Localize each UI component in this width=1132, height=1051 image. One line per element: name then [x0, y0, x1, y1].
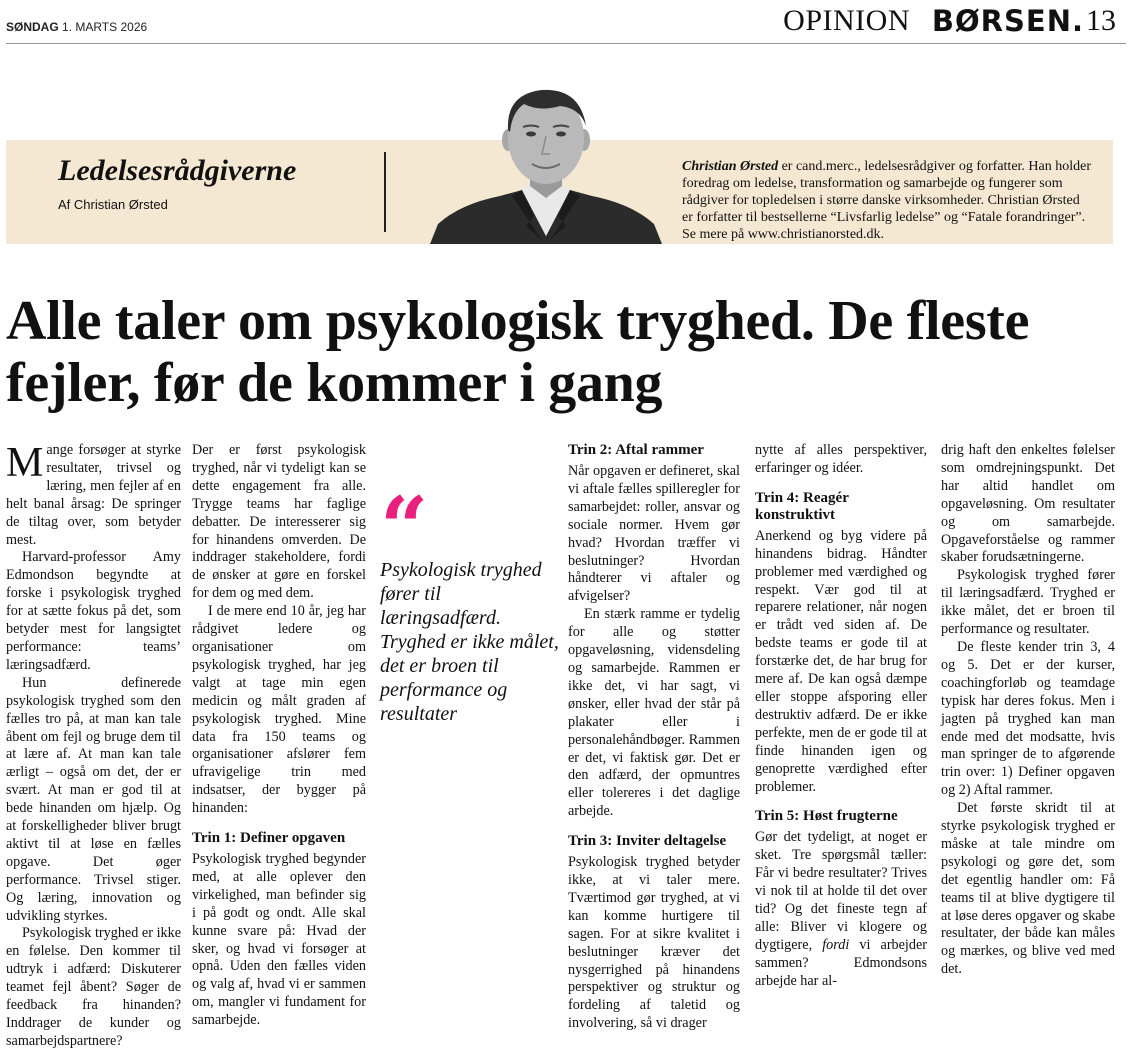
paragraph: Psykologisk tryghed er ikke en følelse. Den kommer til udtryk i adfærd: Diskuterer teamet fejl åbent? Søger de feedback fra hinanden? Inddrager de kunder og samarbejdspartnere? — [6, 925, 181, 1049]
paragraph: Harvard-professor Amy Edmondson begyndte at forske i psykologisk tryghed for at sætte fokus på det, som betyder mest for langsigtet performance: teams’ læringsadfærd. — [6, 549, 181, 673]
portrait-icon — [430, 86, 662, 244]
band-divider — [384, 152, 386, 232]
article-column-1 — [6, 442, 181, 1051]
article-column-3 — [568, 442, 740, 1033]
author-bio-text: er cand.merc., ledelsesrådgiver og forfatter. Han holder foredrag om ledelse, transformation og samarbejde og fungerer som rådgiver for topledelsen i større danske virksomheder. Christian Ørsted er forfatter til bestsellerne “Livsfarlig ledelse” og “Fatale forandringer”. Se mere på www.christianorsted.dk. — [682, 159, 1092, 242]
issue-date — [6, 20, 147, 34]
author-bio — [682, 158, 1092, 243]
section-name: OPINION — [783, 4, 910, 37]
paragraph: I de mere end 10 år, jeg har rådgivet ledere og organisationer om psykologisk tryghed, har jeg valgt at tage min egen medicin og målt graden af psykologisk tryghed. Mine data fra 150 teams og organisationer afslører fem ufravigelige trin med indsatser, der bygger på hinanden: — [192, 603, 366, 817]
paragraph: Psykologisk tryghed begynder med, at alle oplever den virkelighed, man befinder sig i på godt og ondt. Alle skal kunne svare på: Hvad der sker, og hvad vi forsøger at opnå. Uden den fælles viden og valg af, hvad vi er sammen om, mangler vi fundament for samarbejde. — [192, 851, 366, 1029]
paragraph: De fleste kender trin 3, 4 og 5. Det er der kurser, coachingforløb og teamdage typisk har deres fokus. Men i jagten på tryghed kan man ende med det modsatte, hvis man springer de to afgørende trin over: 1) Definer opgaven og 2) Aftal rammer. — [941, 638, 1115, 799]
issue-date-text: 1. MARTS 2026 — [62, 20, 148, 34]
subheading: Trin 3: Inviter deltagelse — [568, 833, 727, 850]
headline: Alle taler om psykologisk tryghed. De fleste fejler, før de kommer i gang — [6, 290, 1030, 414]
paragraph: Psykologisk tryghed betyder ikke, at vi taler mere. Tværtimod gør tryghed, at vi kan komme hurtigere til sagen. For at sikre kvalitet i beslutninger kræver det nysgerrighed på hinandens perspektiver og struktur og fordeling af taletid og involvering, så vi drager — [568, 854, 740, 1032]
page-header — [0, 0, 1132, 44]
byline: Af Christian Ørsted — [58, 197, 168, 212]
issue-day: SØNDAG — [6, 20, 59, 34]
paragraph: Hun definerede psykologisk tryghed som den fælles tro på, at man kan tale åbent om fejl og bruge dem til at lære af. At man kan tale ærligt – også om det, der er svært. At man er god til at bede hinanden om hjælp. Og at forskelligheder bliver brugt aktivt til at løse en fælles opgave. Det øger performance. Trivsel stiger. Og læring, innovation og udvikling styrkes. — [6, 674, 181, 924]
emphasis-text: fordi — [822, 936, 850, 953]
article-column-2 — [192, 442, 366, 1030]
subheading: Trin 5: Høst frugterne — [755, 808, 898, 825]
header-rule — [6, 43, 1126, 44]
paragraph-text: ange forsøger at styrke resultater, trivsel og læring, men fejler af en helt banal årsag: De springer de tiltag over, som betyder mest. — [6, 442, 181, 548]
pull-quote — [380, 478, 560, 726]
subheading: Trin 1: Definer opgaven — [192, 830, 346, 847]
quote-mark-icon: “ — [380, 478, 429, 577]
drop-cap: M — [6, 440, 44, 486]
author-name: Christian Ørsted — [682, 159, 779, 174]
paragraph: nytte af alles perspektiver, erfaringer og idéer. — [755, 442, 927, 476]
subheading: Trin 4: Reagér konstruktivt — [755, 489, 849, 523]
paragraph-text: vi arbejder sammen? Edmondsons arbejde har al- — [755, 936, 927, 989]
paragraph: Der er først psykologisk tryghed, når vi tydeligt kan se dette engagement fra alle. Trygge teams har faglige debatter. De interesserer sig for hinandens omverden. De inddrager stakeholdere, fordi de ønsker at gøre en forskel for dem og med dem. — [192, 442, 366, 602]
author-portrait — [430, 86, 662, 244]
paragraph: drig haft den enkeltes følelser som omdrejningspunkt. Det har altid handlet om opgaveløsning. Om resultater og om samarbejde. Opgaveforståelse og rammer skaber forudsætningerne. — [941, 442, 1115, 566]
paragraph: Det første skridt til at styrke psykologisk tryghed er måske at tale mindre om psykologi og gøre det, som det egentlig handler om: Få teams til at blive dygtigere til at løse deres opgaver og skabe resultater, der både kan måles og mærkes, og blive ved med det. — [941, 800, 1115, 978]
paragraph: Anerkend og byg videre på hinandens bidrag. Håndter problemer med værdighed og respekt. Vær god til at reparere relationer, når nogen er trådt ved siden af. De bedste teams er gode til at forstærke det, de har brug for mere af. De kan også dæmpe eller stoppe afsporing eller destruktiv adfærd. De er ikke perfekte, men de er gode til at finde hinanden igen og genoprette værdighed efter problemer. — [755, 527, 927, 795]
paragraph: En stærk ramme er tydelig for alle og støtter opgaveløsning, vidensdeling og samarbejde. Rammen er ikke det, vi har sagt, vi ønsker, eller hvad der står på plakater eller i personalehåndbøger. Rammen er det, vi faktisk gør. Det er den adfærd, der opmuntres eller tolereres i det daglige arbejde. — [568, 606, 740, 820]
subheading: Trin 2: Aftal rammer — [568, 442, 704, 458]
column-name: Ledelsesrådgiverne — [58, 154, 297, 187]
pull-quote-text: Psykologisk tryghed fører til læringsadfærd. Tryghed er ikke målet, det er broen til performance og resultater — [380, 559, 559, 725]
paragraph-text: Gør det tydeligt, at noget er sket. Tre spørgsmål tæller: Får vi bedre resultater? Trives vi nok til at holde til det over tid? Og det fineste tegn af alle: Bliver vi klogere og dygtigere, — [755, 829, 927, 953]
paragraph — [6, 442, 181, 549]
newspaper-logo: BØRSEN. — [931, 4, 1084, 38]
article-column-5 — [941, 442, 1115, 979]
article-column-4 — [755, 442, 927, 991]
paragraph: Psykologisk tryghed fører til læringsadfærd. Tryghed er ikke målet, det er broen til performance og resultater. — [941, 567, 1115, 638]
paragraph — [755, 829, 927, 990]
page-number: 13 — [1086, 4, 1116, 37]
paragraph: Når opgaven er defineret, skal vi aftale fælles spilleregler for samarbejdet: roller, ansvar og sociale normer. Hvem gør hvad? Hvordan træffer vi beslutninger? Hvordan håndterer vi aftaler og afvigelser? — [568, 463, 740, 605]
